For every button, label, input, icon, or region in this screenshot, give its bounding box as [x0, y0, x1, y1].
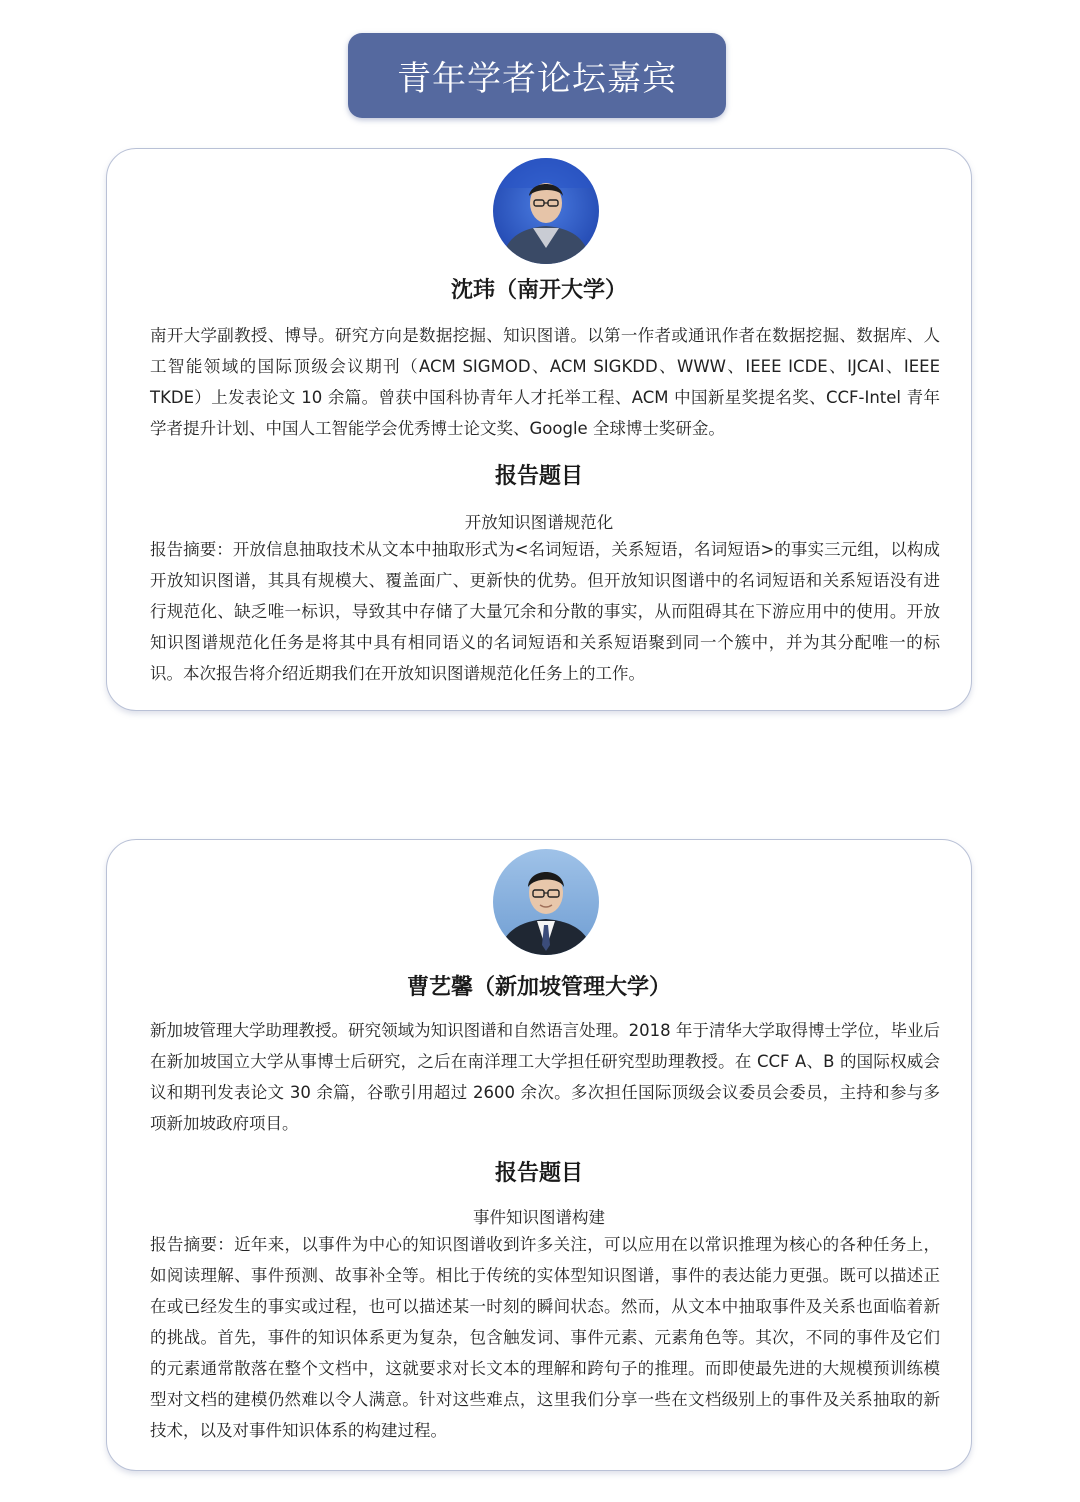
talk-title: 事件知识图谱构建	[473, 1208, 605, 1227]
talk-section-heading: 报告题目	[494, 464, 583, 489]
speaker-card	[106, 839, 972, 1471]
speaker-photo	[493, 158, 599, 264]
banner-title: 青年学者论坛嘉宾	[397, 59, 677, 99]
banner	[348, 33, 726, 118]
speaker-card	[106, 148, 972, 711]
speaker-name: 曹艺馨（新加坡管理大学）	[406, 975, 671, 1000]
talk-title: 开放知识图谱规范化	[464, 513, 614, 532]
talk-abstract: 报告摘要：近年来，以事件为中心的知识图谱收到许多关注，可以应用在以常识推理为核心的各种任务上，如阅读理解、事件预测、故事补全等。相比于传统的实体型知识图谱，事件的表达能力更强。既可以描述正在或已经发生的事实或过程，也可以描述某一时刻的瞬间状态。然而，从文本中抽取事件及关系也面临着新的挑战。首先，事件的知识体系更为复杂，包含触发词、事件元素、元素角色等。其次，不同的事件及它们的元素通常散落在整个文档中，这就要求对长文本的理解和跨句子的推理。而即使最先进的大规模预训练模型对文档的建模仍然难以令人满意。针对这些难点，这里我们分享一些在文档级别上的事件及关系抽取的新技术，以及对事件知识体系的构建过程。	[150, 1235, 940, 1440]
talk-section-heading: 报告题目	[494, 1161, 583, 1186]
talk-abstract: 报告摘要：开放信息抽取技术从文本中抽取形式为<名词短语，关系短语，名词短语>的事实三元组，以构成开放知识图谱，其具有规模大、覆盖面广、更新快的优势。但开放知识图谱中的名词短语和关系短语没有进行规范化、缺乏唯一标识，导致其中存储了大量冗余和分散的事实，从而阻碍其在下游应用中的使用。开放知识图谱规范化任务是将其中具有相同语义的名词短语和关系短语聚到同一个簇中，并为其分配唯一的标识。本次报告将介绍近期我们在开放知识图谱规范化任务上的工作。	[150, 540, 940, 683]
speaker-photo	[493, 849, 599, 955]
speaker-bio: 新加坡管理大学助理教授。研究领域为知识图谱和自然语言处理。2018 年于清华大学取得博士学位，毕业后在新加坡国立大学从事博士后研究，之后在南洋理工大学担任研究型助理教授。在 CCF A、B 的国际权威会议和期刊发表论文 30 余篇，谷歌引用超过 2600 余次。多次担任国际顶级会议委员会委员，主持和参与多项新加坡政府项目。	[150, 1021, 940, 1133]
speaker-name: 沈玮（南开大学）	[450, 278, 627, 303]
speaker-bio: 南开大学副教授、博导。研究方向是数据挖掘、知识图谱。以第一作者或通讯作者在数据挖掘、数据库、人工智能领域的国际顶级会议期刊（ACM SIGMOD、ACM SIGKDD、WWW、IEEE ICDE、IJCAI、IEEE TKDE）上发表论文 10 余篇。曾获中国科协青年人才托举工程、ACM 中国新星奖提名奖、CCF-Intel 青年学者提升计划、中国人工智能学会优秀博士论文奖、Google 全球博士奖研金。	[150, 326, 940, 438]
